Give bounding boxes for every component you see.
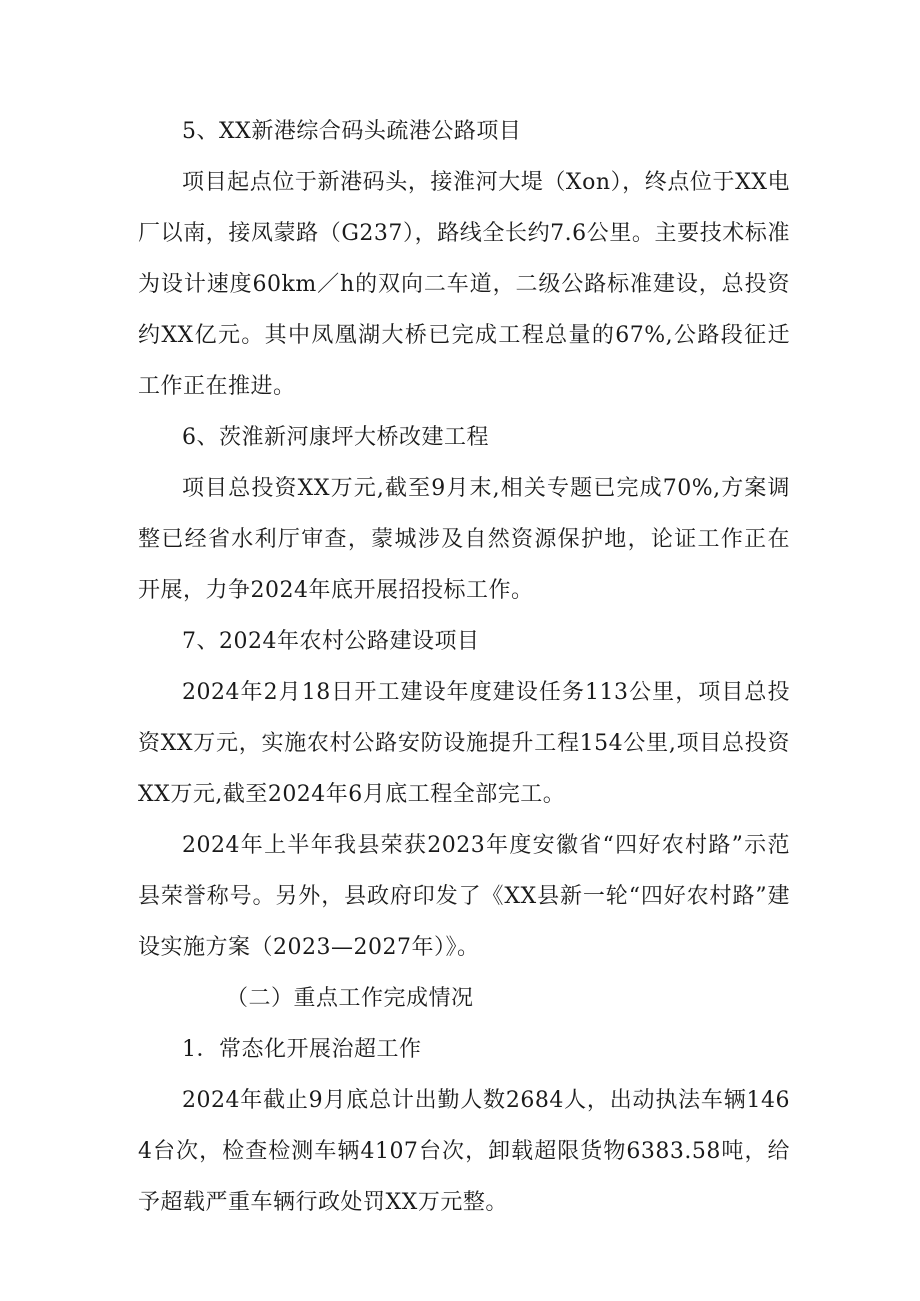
document-page [138,106,790,1228]
paragraph-rural-road: 2024年2月18日开工建设年度建设任务113公里，项目总投资XX万元，实施农村公路安防设施提升工程154公里,项目总投资XX万元,截至2024年6月底工程全部完工。 [138,680,790,807]
paragraph-bridge: 项目总投资XX万元,截至9月末,相关专题已完成70%,方案调整已经省水利厅审查，蒙城涉及自然资源保护地，论证工作正在开展，力争2024年底开展招投标工作。 [138,476,790,603]
section-heading-7: 7、2024年农村公路建设项目 [182,629,480,654]
section-heading-5: 5、XX新港综合码头疏港公路项目 [182,119,522,144]
subsection-heading: （二）重点工作完成情况 [226,986,474,1011]
item-heading-1: 1．常态化开展治超工作 [182,1037,422,1062]
paragraph-port-road: 项目起点位于新港码头，接淮河大堤（Xon），终点位于XX电厂以南，接凤蒙路（G237），路线全长约7.6公里。主要技术标准为设计速度60km／h的双向二车道，二级公路标准建设，总投资约XX亿元。其中凤凰湖大桥已完成工程总量的67%,公路段征迁工作正在推进。 [138,170,790,399]
paragraph-honor: 2024年上半年我县荣获2023年度安徽省“四好农村路”示范县荣誉称号。另外，县政府印发了《XX县新一轮“四好农村路”建设实施方案（2023—2027年）》。 [138,833,790,960]
paragraph-overload: 2024年截止9月底总计出勤人数2684人，出动执法车辆1464台次，检查检测车辆4107台次，卸载超限货物6383.58吨，给予超载严重车辆行政处罚XX万元整。 [138,1088,790,1215]
section-heading-6: 6、茨淮新河康坪大桥改建工程 [182,425,489,450]
